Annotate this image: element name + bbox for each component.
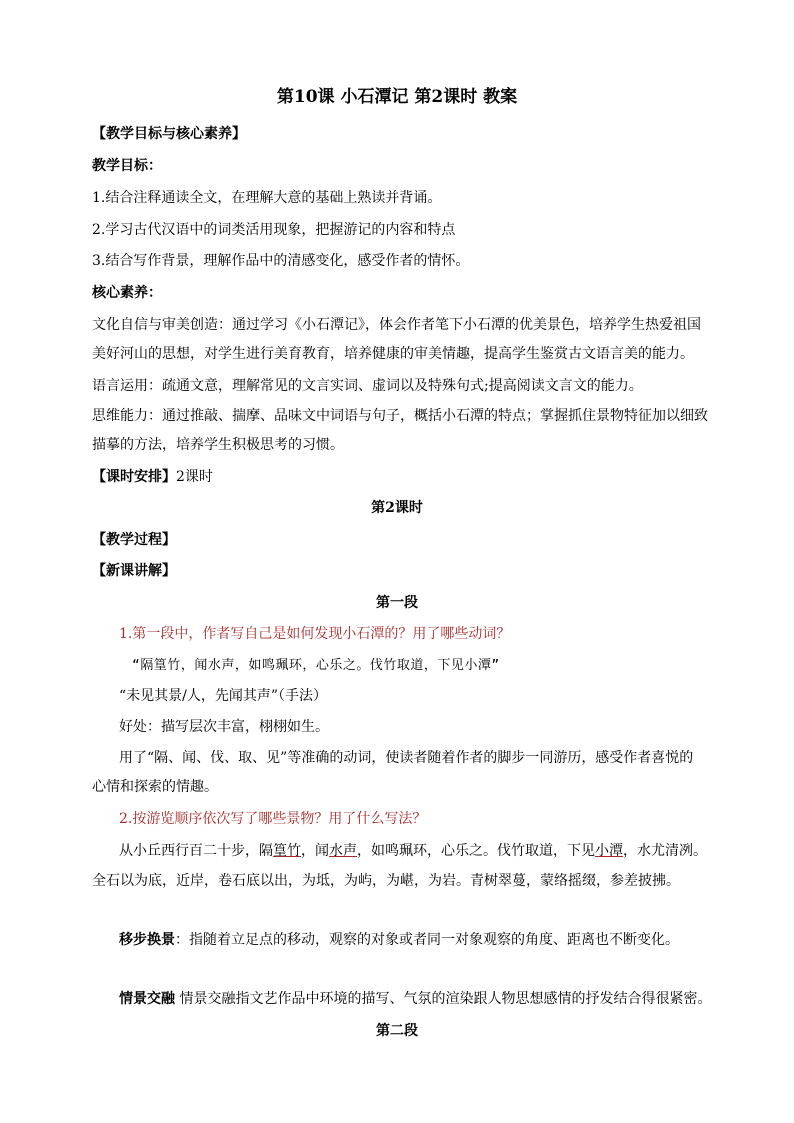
question-1-technique: “未见其景/人，先闻其声”（手法） bbox=[119, 688, 328, 704]
core-thinking: 描摹的方法，培养学生积极思考的习惯。 bbox=[92, 437, 344, 453]
text-run: ，闻 bbox=[301, 843, 329, 859]
schedule-value: 2课时 bbox=[176, 469, 213, 485]
question-1-benefit: 好处：描写层次丰富，栩栩如生。 bbox=[119, 719, 329, 735]
goals-label: 教学目标： bbox=[92, 158, 162, 174]
question-1-quote: “隔篁竹，闻水声，如鸣珮环，心乐之。伐竹取道，下见小潭” bbox=[132, 658, 500, 673]
process-label: 【教学过程】 bbox=[92, 532, 176, 548]
core-culture: 美好河山的思想，对学生进行美育教育，培养健康的审美情趣，提高学生鉴赏古文语言美的能力。 bbox=[92, 346, 694, 362]
core-label: 核心素养： bbox=[92, 285, 162, 301]
core-language: 语言运用：疏通文意，理解常见的文言实词、虚词以及特殊句式;提高阅读文言文的能力。 bbox=[92, 378, 643, 394]
question-2-text: 全石以为底，近岸，卷石底以出，为坻，为屿，为嵁，为岩。青树翠蔓，蒙络摇缀，参差披拂。 bbox=[92, 873, 680, 889]
term-definition bbox=[119, 930, 679, 950]
text-run: ，如鸣珮环，心乐之。伐竹取道，下见 bbox=[357, 843, 595, 859]
text-run: 从小丘西行百二十步，隔 bbox=[119, 843, 273, 859]
question-1: 1.第一段中，作者写自己是如何发现小石潭的？用了哪些动词？ bbox=[119, 626, 511, 642]
term-label: 情景交融 bbox=[119, 991, 175, 1007]
goal-item: 3.结合写作背景，理解作品中的清感变化，感受作者的情怀。 bbox=[92, 253, 470, 269]
question-1-verbs: 用了“隔、闻、伐、取、见”等准确的动词，使读者随着作者的脚步一同游历，感受作者喜悦的 bbox=[119, 750, 694, 766]
question-1-verbs: 心情和探索的情趣。 bbox=[92, 779, 218, 795]
core-culture: 文化自信与审美创造：通过学习《小石潭记》，体会作者笔下小石潭的优美景色，培养学生热爱祖国 bbox=[92, 317, 701, 333]
underlined-word: 小潭 bbox=[595, 843, 623, 859]
underlined-word: 篁竹 bbox=[273, 843, 301, 859]
text-run: ，水尤清冽。 bbox=[623, 843, 707, 859]
term-label: 移步换景 bbox=[119, 932, 175, 948]
term-text: 情景交融指文艺作品中环境的描写、气氛的渲染跟人物思想感情的抒发结合得很紧密。 bbox=[175, 991, 712, 1007]
paragraph-heading-2: 第二段 bbox=[376, 1023, 418, 1039]
question-2-text bbox=[119, 841, 707, 861]
goal-item: 1.结合注释通读全文，在理解大意的基础上熟读并背诵。 bbox=[92, 190, 442, 206]
term-text: ：指随着立足点的移动，观察的对象或者同一对象观察的角度、距离也不断变化。 bbox=[175, 932, 679, 948]
core-thinking: 思维能力：通过推敲、揣摩、品味文中词语与句子，概括小石潭的特点；掌握抓住景物特征加以细致 bbox=[92, 408, 708, 424]
schedule bbox=[92, 467, 213, 487]
new-lesson-label: 【新课讲解】 bbox=[92, 563, 176, 579]
paragraph-heading-1: 第一段 bbox=[376, 595, 418, 611]
underlined-word: 水声 bbox=[329, 843, 357, 859]
section-heading-goals: 【教学目标与核心素养】 bbox=[92, 126, 246, 142]
question-2: 2.按游览顺序依次写了哪些景物？用了什么写法？ bbox=[119, 811, 427, 827]
lesson-heading: 第2课时 bbox=[371, 500, 423, 516]
document-title: 第10课 小石潭记 第2课时 教案 bbox=[276, 87, 518, 107]
goal-item: 2.学习古代汉语中的词类活用现象，把握游记的内容和特点 bbox=[92, 222, 456, 238]
term-definition bbox=[119, 989, 711, 1009]
schedule-label: 【课时安排】 bbox=[92, 469, 176, 485]
